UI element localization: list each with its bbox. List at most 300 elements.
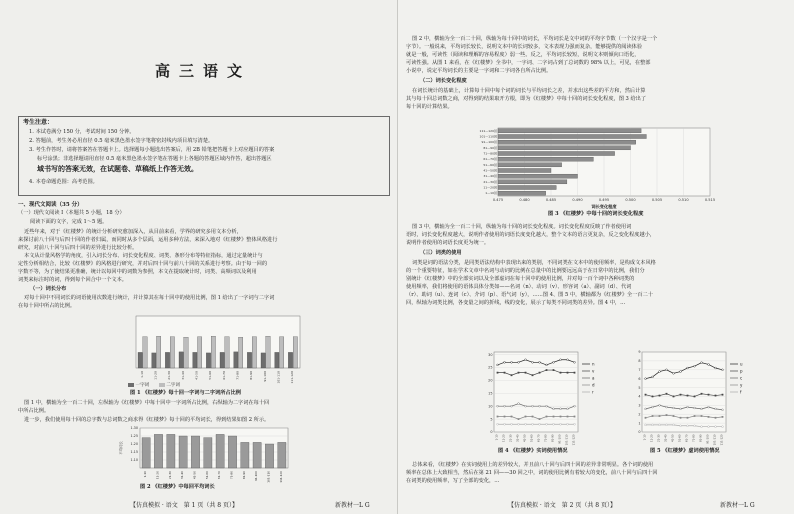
legend-label: u bbox=[740, 361, 743, 367]
y-tick-label: 9 bbox=[638, 350, 641, 355]
paragraph-line: 回，纵轴为词类比例，各变量之间的折线，线的变化，展示了每类不同词类的差异。图 4 中，… bbox=[406, 300, 626, 306]
legend-label: 二字词 bbox=[166, 383, 180, 388]
data-point bbox=[539, 372, 541, 374]
y-tick-label: 8 bbox=[638, 359, 641, 364]
data-point bbox=[560, 372, 562, 374]
x-tick-label: 1-10 bbox=[495, 434, 499, 441]
x-tick-label: 31-40 bbox=[664, 434, 668, 443]
paragraph-line: 的一个重要特征，如在学术文章中名词与动词的比例在总量中的比例要远远高于在日常中的比例，我们分 bbox=[406, 268, 645, 274]
x-tick-label: 31-40 bbox=[180, 471, 185, 480]
data-point bbox=[645, 424, 647, 426]
x-tick-label: 0.490 bbox=[572, 198, 583, 202]
x-tick-label: 11-20 bbox=[650, 434, 654, 443]
x-tick-label: 0.505 bbox=[651, 198, 663, 202]
data-point bbox=[666, 406, 668, 408]
data-point bbox=[504, 405, 506, 407]
x-tick-label: 111-120 bbox=[572, 434, 576, 446]
data-point bbox=[701, 408, 703, 410]
data-point bbox=[673, 396, 675, 398]
data-point bbox=[553, 408, 555, 410]
data-point bbox=[518, 418, 520, 420]
bar bbox=[498, 180, 567, 184]
bar bbox=[170, 337, 174, 368]
y-tick-label: 101—110回 bbox=[479, 134, 497, 139]
data-point bbox=[560, 359, 562, 361]
bar bbox=[179, 352, 183, 368]
data-point bbox=[532, 374, 534, 376]
notes-box bbox=[18, 116, 390, 196]
data-point bbox=[652, 424, 654, 426]
data-point bbox=[645, 394, 647, 396]
data-point bbox=[539, 418, 541, 420]
data-point bbox=[525, 423, 527, 425]
data-point bbox=[645, 378, 647, 380]
y-tick-label: 111—120回 bbox=[479, 128, 497, 133]
x-tick-label: 71-80 bbox=[235, 371, 240, 380]
bar bbox=[152, 353, 156, 368]
x-tick-label: 91-100 bbox=[254, 471, 259, 481]
data-point bbox=[574, 416, 576, 418]
page-title: 高三语文 bbox=[155, 62, 252, 80]
subsection-heading: （一）现代文阅读 Ⅰ（本题共 5 小题，18 分） bbox=[18, 210, 125, 216]
data-point bbox=[687, 395, 689, 397]
bar bbox=[154, 434, 162, 468]
figure-4-chart bbox=[482, 348, 606, 448]
bar bbox=[288, 352, 292, 368]
bar bbox=[280, 337, 284, 368]
y-tick-label: 1—10回 bbox=[485, 191, 497, 196]
data-point bbox=[722, 409, 724, 411]
subsection-heading: （二）词长变化程度 bbox=[420, 78, 467, 84]
y-tick-label: 1.30 bbox=[130, 426, 138, 430]
data-point bbox=[553, 369, 555, 371]
figure-2-caption: 图 2 《红楼梦》中每回平均词长 bbox=[140, 484, 215, 490]
data-point bbox=[687, 425, 689, 427]
data-point bbox=[532, 416, 534, 418]
figure-5-chart bbox=[630, 348, 754, 448]
bar bbox=[142, 438, 150, 468]
data-point bbox=[511, 423, 513, 425]
x-tick-label: 51-60 bbox=[678, 434, 682, 443]
x-tick-label: 61-70 bbox=[537, 434, 541, 443]
data-point bbox=[645, 417, 647, 419]
x-tick-label: 111-120 bbox=[720, 434, 724, 446]
data-point bbox=[666, 414, 668, 416]
x-tick-label: 51-60 bbox=[530, 434, 534, 443]
paragraph-line: 在词长统计的基础上，计算每十回中每个词的词长与平均词长之差，并求出这些差的平方和，然后计算 bbox=[412, 88, 646, 94]
data-point bbox=[687, 406, 689, 408]
data-point bbox=[680, 425, 682, 427]
paragraph-line: 对每十回中不同词长的词语使用次数进行统计，并计算其在每十回中的使用比例，图 1 给出了一字词与二字词 bbox=[24, 295, 275, 301]
data-point bbox=[680, 417, 682, 419]
legend-label: a bbox=[592, 375, 595, 381]
data-point bbox=[694, 425, 696, 427]
y-tick-label: 81—90回 bbox=[483, 145, 497, 150]
figure-1-legend bbox=[128, 382, 180, 389]
data-point bbox=[722, 394, 724, 396]
plot-area bbox=[494, 352, 578, 432]
x-tick-label: 81-90 bbox=[241, 471, 246, 480]
y-tick-label: 3 bbox=[638, 403, 641, 408]
x-tick-label: 1-10 bbox=[143, 471, 148, 478]
data-point bbox=[666, 369, 668, 371]
figure-1-caption: 图 1 《红楼梦》每十回一字词与二字词所占比例 bbox=[130, 390, 241, 396]
data-point bbox=[518, 423, 520, 425]
paragraph-line: 图 3 中，横轴为全一百二十回，纵轴为每十回的词长变化程度。词长变化程度反映了作者使用词 bbox=[412, 224, 632, 230]
note-line: 标号涂黑；非选择题请用直径 0.5 毫米黑色墨水签字笔在答题卡上各题的答题区域内作答，超出答题区 bbox=[37, 156, 272, 162]
data-point bbox=[504, 423, 506, 425]
legend-swatch bbox=[128, 383, 134, 387]
bar bbox=[265, 444, 273, 468]
data-point bbox=[715, 395, 717, 397]
x-tick-label: 81-90 bbox=[249, 371, 254, 380]
y-tick-label: 4 bbox=[638, 394, 641, 399]
data-point bbox=[694, 365, 696, 367]
paragraph-line: 别统计《红楼梦》中的全部实词以及全部虚词在每十回中的使用比例，并对每一百个词中各种词类的 bbox=[406, 276, 635, 282]
paragraph-line: 总体来看，《红楼梦》在实词使用上的差异较大，并且前八十回与后四十回的差异非常明显。各个词的使用 bbox=[412, 462, 654, 468]
paragraph-line: 可读性强。从图 1 来看，在《红楼梦》全书中，一字词、二字词占到了总词数的 98% 以上，可见，在整部 bbox=[406, 60, 651, 66]
x-tick-label: 41-50 bbox=[194, 371, 199, 380]
legend-label: n bbox=[592, 361, 595, 367]
bar bbox=[184, 337, 188, 368]
x-tick-label: 1-10 bbox=[643, 434, 647, 441]
data-point bbox=[673, 415, 675, 417]
data-point bbox=[708, 406, 710, 408]
figure-5-caption: 图 5 《红楼梦》虚词使用情况 bbox=[650, 448, 720, 454]
bar bbox=[498, 163, 562, 167]
y-tick-label: 0 bbox=[490, 430, 493, 435]
data-point bbox=[659, 371, 661, 373]
paragraph-line: 图 1 中，横轴为全一百二十回，左纵轴为《红楼梦》中每十回中一字词所占比例，右纵轴为二字词在每十回 bbox=[24, 400, 270, 406]
paragraph-line: 小说中，说定平均词长的主要是一字词和二字词各自所占比例。 bbox=[406, 68, 552, 74]
y-tick-label: 41—50回 bbox=[483, 168, 497, 173]
paragraph-line: 来探讨前八十回与后四十回的作者归属，而同时从多个层面，运用多种方法，来深入地对《红楼梦》整体风格进行 bbox=[18, 237, 278, 243]
note-line: 4. 本卷命题范围：高考范围。 bbox=[29, 179, 98, 185]
data-point bbox=[701, 362, 703, 364]
bar bbox=[498, 168, 551, 172]
data-point bbox=[553, 361, 555, 363]
x-tick-label: 101-110 bbox=[713, 434, 717, 446]
data-point bbox=[539, 361, 541, 363]
paragraph-line: 词类是词的语法分类，是同类语法结构中表现出来的类别，不同词类在文本中的使用频率，是构成文本风格 bbox=[412, 260, 656, 266]
x-tick-label: 101-110 bbox=[276, 371, 281, 384]
legend-label: y bbox=[740, 382, 743, 388]
y-tick-label: 51—60回 bbox=[483, 162, 497, 167]
legend-label: f bbox=[740, 389, 742, 395]
bar bbox=[261, 353, 265, 368]
x-tick-label: 91-100 bbox=[706, 434, 710, 444]
data-point bbox=[715, 417, 717, 419]
bar bbox=[278, 442, 286, 468]
bar bbox=[167, 434, 175, 468]
bar bbox=[216, 434, 224, 468]
y-tick-label: 25 bbox=[488, 365, 493, 370]
x-tick-label: 71-80 bbox=[544, 434, 548, 443]
x-tick-label: 0.475 bbox=[492, 198, 504, 202]
data-point bbox=[673, 407, 675, 409]
legend-label: p bbox=[740, 368, 743, 374]
bar bbox=[193, 352, 197, 368]
bar bbox=[225, 337, 229, 368]
paragraph-line: 研究，对前八十回与后四十回的差异进行比较分析。 bbox=[18, 245, 138, 251]
data-point bbox=[715, 426, 717, 428]
footer-edition: 新教材一L G bbox=[335, 502, 370, 509]
data-point bbox=[652, 406, 654, 408]
data-point bbox=[708, 426, 710, 428]
y-tick-label: 7 bbox=[638, 367, 641, 372]
y-tick-label: 71—80回 bbox=[483, 151, 497, 156]
data-point bbox=[659, 404, 661, 406]
x-tick-label: 91-100 bbox=[558, 434, 562, 444]
footer-page-number: 【仿真模拟 · 语文 第 1 页（共 8 页）】 bbox=[130, 502, 238, 509]
data-point bbox=[680, 394, 682, 396]
instruction: 阅读下面的文字，完成 1～5 题。 bbox=[30, 219, 108, 225]
bar bbox=[157, 336, 161, 368]
data-point bbox=[525, 405, 527, 407]
data-point bbox=[722, 426, 724, 428]
data-point bbox=[567, 416, 569, 418]
paragraph-line: 说明作者使用的词语长度更为统一。 bbox=[406, 240, 490, 246]
x-tick-label: 101-110 bbox=[565, 434, 569, 446]
x-tick-label: 61-70 bbox=[221, 371, 226, 380]
x-tick-label: 11-20 bbox=[502, 434, 506, 443]
x-tick-label: 21-30 bbox=[167, 471, 172, 480]
data-point bbox=[497, 372, 499, 374]
paragraph-line: 近些年来，对于《红楼梦》的统计分析研究愈加深入，从目前来看，学界的研究多用文本分析， bbox=[24, 229, 242, 235]
paragraph-line: 就是一般，可读性（阅读和理解的容易程度）弱一些。反之，平均词长较短，说明文本则倾向口语化， bbox=[406, 52, 640, 58]
data-point bbox=[708, 364, 710, 366]
figure-2-chart bbox=[118, 424, 296, 484]
data-point bbox=[546, 364, 548, 366]
paragraph-line: 在词类的使用频率，写了全部的变化，… bbox=[406, 478, 500, 484]
data-point bbox=[560, 416, 562, 418]
bar bbox=[498, 191, 546, 195]
data-point bbox=[687, 367, 689, 369]
y-tick-label: 2 bbox=[638, 412, 641, 417]
data-point bbox=[722, 416, 724, 418]
figure-1-chart bbox=[120, 312, 310, 384]
x-tick-label: 41-50 bbox=[671, 434, 675, 443]
y-tick-label: 31—40回 bbox=[483, 174, 497, 179]
data-point bbox=[673, 372, 675, 374]
subsection-heading: （三）词类的使用 bbox=[420, 250, 462, 256]
x-tick-label: 51-60 bbox=[204, 471, 209, 480]
data-point bbox=[539, 423, 541, 425]
y-tick-label: 1 bbox=[638, 421, 641, 426]
data-point bbox=[666, 393, 668, 395]
y-tick-label: 91—100回 bbox=[481, 140, 497, 145]
data-point bbox=[518, 372, 520, 374]
data-point bbox=[652, 415, 654, 417]
bar bbox=[143, 337, 147, 368]
x-tick-label: 81-90 bbox=[699, 434, 703, 443]
data-point bbox=[504, 361, 506, 363]
data-point bbox=[532, 423, 534, 425]
paragraph-line: 其与每十回总词数之商，对得到的结果取开方根，即为《红楼梦》中每十回的词长变化程度，图 3 给出了 bbox=[406, 96, 647, 102]
data-point bbox=[666, 424, 668, 426]
bar bbox=[211, 336, 215, 368]
data-point bbox=[715, 367, 717, 369]
data-point bbox=[715, 408, 717, 410]
y-tick-label: 6 bbox=[638, 376, 641, 381]
data-point bbox=[504, 372, 506, 374]
footer-edition: 新教材一L G bbox=[720, 502, 755, 509]
paragraph-line: 使用频率，我们将使用的语体具体分类如——名词（n）、动词（v）、形容词（a）、副词（d）、代词 bbox=[406, 284, 632, 290]
y-tick-label: 15 bbox=[488, 391, 493, 396]
bar bbox=[498, 140, 636, 144]
x-tick-label: 41-50 bbox=[192, 471, 197, 480]
bar bbox=[204, 438, 212, 468]
data-point bbox=[525, 372, 527, 374]
bar bbox=[206, 353, 210, 368]
paragraph-line: 每十回的计算结果。 bbox=[406, 104, 453, 110]
notes-title: 考生注意： bbox=[23, 119, 54, 126]
bar bbox=[293, 337, 297, 368]
data-point bbox=[511, 416, 513, 418]
data-point bbox=[694, 396, 696, 398]
bar bbox=[165, 352, 169, 368]
x-tick-label: 0.485 bbox=[545, 198, 557, 202]
x-tick-label: 61-70 bbox=[685, 434, 689, 443]
data-point bbox=[560, 423, 562, 425]
x-tick-label: 31-40 bbox=[516, 434, 520, 443]
x-tick-label: 21-30 bbox=[167, 371, 172, 380]
data-point bbox=[567, 423, 569, 425]
data-point bbox=[673, 424, 675, 426]
x-tick-label: 71-80 bbox=[692, 434, 696, 443]
data-point bbox=[497, 423, 499, 425]
paragraph-line: 进一步，我们使用每十回的总字数与总词数之商求得《红楼梦》每十回的平均词长，得到结果如图 2 所示。 bbox=[24, 417, 270, 423]
figure-4-caption: 图 4 《红楼梦》实词使用情况 bbox=[498, 448, 568, 454]
x-tick-label: 1-10 bbox=[139, 371, 144, 378]
y-tick-label: 1.10 bbox=[130, 458, 138, 462]
data-point bbox=[574, 372, 576, 374]
x-tick-label: 51-60 bbox=[208, 371, 213, 380]
y-tick-label: 0 bbox=[638, 430, 641, 435]
bar bbox=[234, 352, 238, 368]
legend-label: c bbox=[740, 375, 743, 381]
data-point bbox=[659, 424, 661, 426]
note-line: 3. 考生作答时，请将答案答在答题卡上。选择题每小题选出答案后，用 2B 铅笔把答题卡上对应题目的答案 bbox=[29, 147, 275, 153]
paragraph-line: 频率在总体上大致相当，然后在第 21 回——30 回之中，词的使用比例有着较大的变化，前八十回与后四十回 bbox=[406, 470, 658, 476]
data-point bbox=[694, 415, 696, 417]
x-tick-label: 61-70 bbox=[217, 471, 222, 480]
x-tick-label: 111-120 bbox=[290, 371, 295, 384]
data-point bbox=[574, 423, 576, 425]
data-point bbox=[567, 408, 569, 410]
bar bbox=[253, 442, 261, 468]
bar bbox=[252, 337, 256, 368]
paragraph-line: 在每十回中所占的比例。 bbox=[18, 303, 76, 309]
subsection-heading: （一）词长分布 bbox=[30, 286, 67, 292]
paragraph-line: 图 2 中，横轴为全一百二十回，纵轴为每十回中的词长，平均词长是文中词的平均字节数（一个汉字是一个 bbox=[412, 36, 658, 42]
data-point bbox=[708, 394, 710, 396]
x-tick-label: 41-50 bbox=[523, 434, 527, 443]
paragraph-line: 定性分析相结合，比较《红楼梦》的风格进行研究，并对后四十回与前八十回的关系进行考察。由于每一回的 bbox=[18, 261, 268, 267]
paragraph-line: 字数不等，为了使结果更准确，统计以每回中的词数为参照，本文在提取统计时，词类、高频词以及利用 bbox=[18, 269, 257, 275]
y-tick-label: 1.20 bbox=[130, 442, 138, 446]
data-point bbox=[701, 393, 703, 395]
bar bbox=[239, 337, 243, 368]
data-point bbox=[694, 407, 696, 409]
data-point bbox=[560, 408, 562, 410]
legend-label: d bbox=[592, 382, 595, 388]
exam-page-2 bbox=[398, 0, 794, 514]
x-tick-label: 11-20 bbox=[153, 371, 158, 380]
data-point bbox=[687, 417, 689, 419]
x-tick-label: 31-40 bbox=[180, 371, 185, 380]
data-point bbox=[652, 396, 654, 398]
figure-3-chart bbox=[468, 126, 718, 212]
bar bbox=[220, 352, 224, 368]
x-tick-label: 81-90 bbox=[551, 434, 555, 443]
data-point bbox=[546, 405, 548, 407]
x-tick-label: 21-30 bbox=[657, 434, 661, 443]
data-point bbox=[701, 415, 703, 417]
x-tick-label: 91-100 bbox=[262, 371, 267, 382]
bar bbox=[138, 352, 142, 368]
x-tick-label: 21-30 bbox=[509, 434, 513, 443]
data-point bbox=[518, 403, 520, 405]
data-point bbox=[574, 405, 576, 407]
data-point bbox=[567, 372, 569, 374]
data-point bbox=[497, 405, 499, 407]
bar bbox=[241, 442, 249, 468]
x-tick-label: 11-20 bbox=[155, 471, 160, 480]
data-point bbox=[511, 374, 513, 376]
data-point bbox=[567, 359, 569, 361]
data-point bbox=[680, 371, 682, 373]
data-point bbox=[659, 395, 661, 397]
bar bbox=[179, 436, 187, 468]
data-point bbox=[504, 416, 506, 418]
y-tick-label: 21—30回 bbox=[483, 179, 497, 184]
y-tick-label: 10 bbox=[488, 404, 493, 409]
bar bbox=[498, 174, 578, 178]
y-tick-label: 30 bbox=[488, 352, 493, 357]
data-point bbox=[680, 408, 682, 410]
data-point bbox=[532, 405, 534, 407]
x-tick-label: 71-80 bbox=[229, 471, 234, 480]
x-tick-label: 0.495 bbox=[598, 198, 610, 202]
data-point bbox=[652, 376, 654, 378]
y-tick-label: 11—20回 bbox=[483, 185, 497, 190]
x-tick-label: 0.500 bbox=[625, 198, 636, 202]
x-tick-label: 0.515 bbox=[704, 198, 716, 202]
data-point bbox=[701, 426, 703, 428]
bar bbox=[198, 337, 202, 368]
data-point bbox=[659, 415, 661, 417]
data-point bbox=[708, 416, 710, 418]
data-point bbox=[553, 423, 555, 425]
x-tick-label: 0.480 bbox=[519, 198, 530, 202]
x-tick-label: 111-120 bbox=[278, 471, 283, 483]
figure-3-caption: 图 3 《红楼梦》中每十回的词长变化程度 bbox=[548, 211, 644, 217]
y-axis-label: 平均词长 bbox=[119, 441, 123, 455]
bar bbox=[498, 185, 556, 189]
data-point bbox=[645, 408, 647, 410]
bar bbox=[275, 352, 279, 368]
bar bbox=[498, 134, 646, 138]
y-tick-label: 5 bbox=[638, 385, 641, 390]
data-point bbox=[518, 361, 520, 363]
footer-page-number: 【仿真模拟 · 语文 第 2 页（共 8 页）】 bbox=[508, 502, 616, 509]
data-point bbox=[525, 416, 527, 418]
legend-swatch bbox=[159, 383, 165, 387]
bar bbox=[498, 146, 631, 150]
paragraph-line: 中所占比例。 bbox=[18, 408, 50, 414]
bar bbox=[191, 436, 199, 468]
